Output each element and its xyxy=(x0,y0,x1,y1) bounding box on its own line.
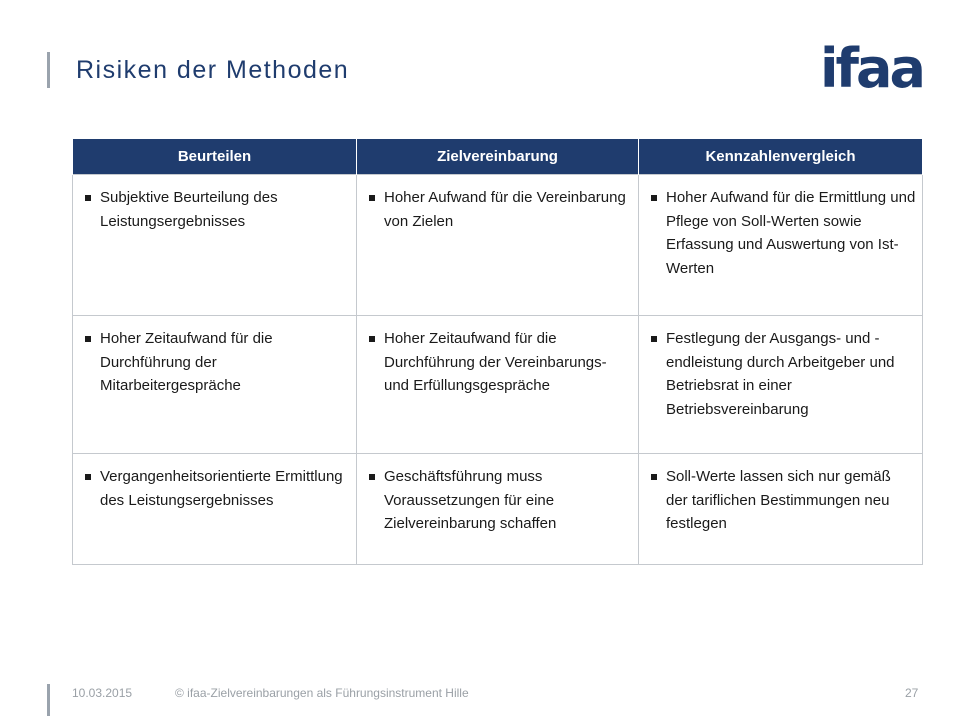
bullet-icon xyxy=(369,336,375,342)
header-beurteilen: Beurteilen xyxy=(73,139,357,175)
table-cell xyxy=(73,175,357,316)
title-accent-bar xyxy=(47,52,50,88)
bullet-icon xyxy=(369,195,375,201)
table-row xyxy=(73,316,923,454)
table-cell xyxy=(73,454,357,565)
bullet-icon xyxy=(85,474,91,480)
table-cell xyxy=(639,175,923,316)
bullet-icon xyxy=(369,474,375,480)
header-zielvereinbarung: Zielvereinbarung xyxy=(357,139,639,175)
cell-text: Hoher Aufwand für die Ermittlung und Pflege von Soll-Werten sowie Erfassung und Auswertung von Ist-Werten xyxy=(666,189,916,277)
cell-text: Festlegung der Ausgangs- und -endleistung durch Arbeitgeber und Betriebsrat in einer Betriebsvereinbarung xyxy=(666,330,895,418)
table-row xyxy=(73,454,923,565)
table-cell xyxy=(357,316,639,454)
page-number: 27 xyxy=(905,686,919,700)
bullet-icon xyxy=(651,195,657,201)
cell-text: Hoher Zeitaufwand für die Durchführung der Vereinbarungs- und Erfüllungsgespräche xyxy=(384,330,607,394)
header-kennzahlenvergleich: Kennzahlenvergleich xyxy=(639,139,923,175)
footer-accent-bar xyxy=(47,684,50,716)
cell-text: Vergangenheitsorientierte Ermittlung des Leistungsergebnisses xyxy=(100,468,343,509)
cell-text: Geschäftsführung muss Voraussetzungen für eine Zielvereinbarung schaffen xyxy=(384,468,557,532)
table-cell xyxy=(73,316,357,454)
cell-text: Hoher Zeitaufwand für die Durchführung der Mitarbeitergespräche xyxy=(100,330,273,394)
table-cell xyxy=(357,175,639,316)
slide-title: Risiken der Methoden xyxy=(76,56,350,84)
bullet-icon xyxy=(651,336,657,342)
table-cell xyxy=(357,454,639,565)
ifaa-logo xyxy=(820,38,926,94)
cell-text: Hoher Aufwand für die Vereinbarung von Zielen xyxy=(384,189,626,230)
bullet-icon xyxy=(651,474,657,480)
cell-text: Subjektive Beurteilung des Leistungsergebnisses xyxy=(100,189,278,230)
bullet-icon xyxy=(85,336,91,342)
risk-table xyxy=(72,139,923,565)
table-cell xyxy=(639,316,923,454)
footer-copyright: © ifaa-Zielvereinbarungen als Führungsinstrument Hille xyxy=(175,686,469,700)
bullet-icon xyxy=(85,195,91,201)
table-header-row xyxy=(73,139,923,175)
footer-date: 10.03.2015 xyxy=(72,686,133,700)
cell-text: Soll-Werte lassen sich nur gemäß der tariflichen Bestimmungen neu festlegen xyxy=(666,468,891,532)
table-row xyxy=(73,175,923,316)
table-cell xyxy=(639,454,923,565)
svg-text:ifaa: ifaa xyxy=(820,38,923,94)
